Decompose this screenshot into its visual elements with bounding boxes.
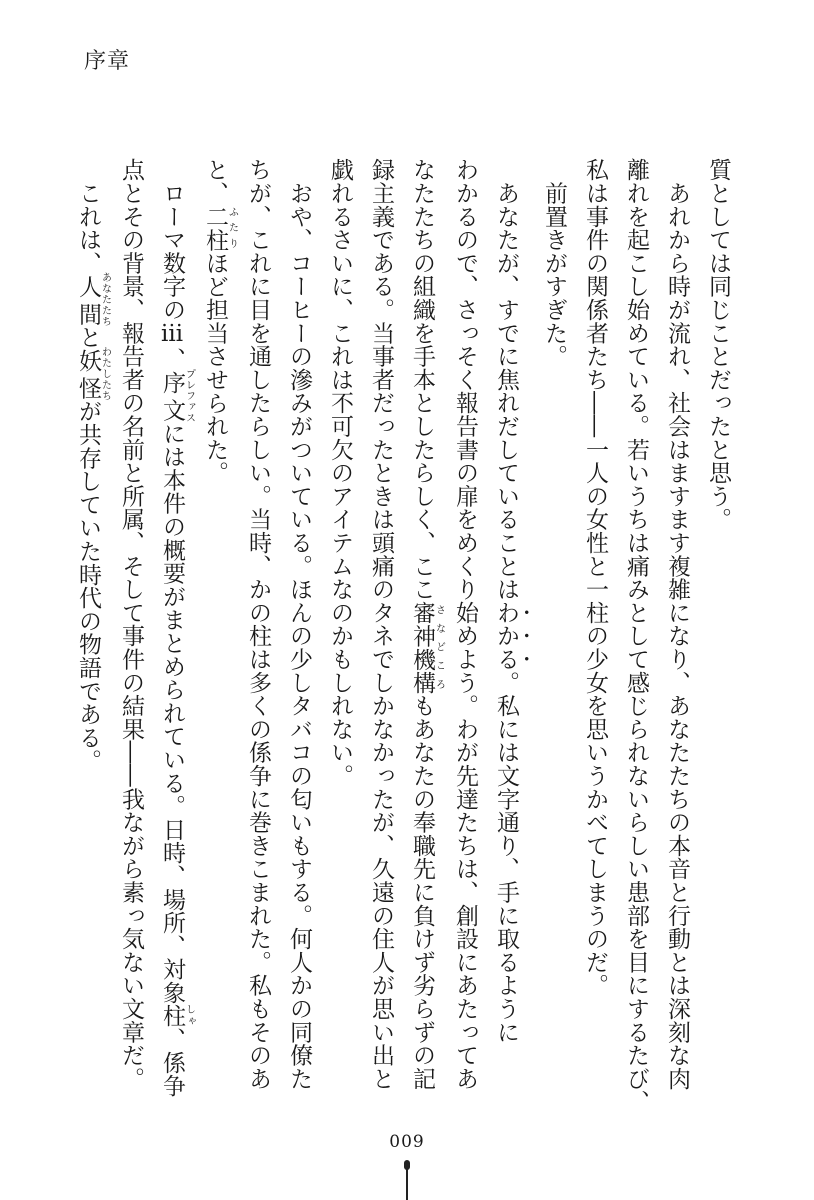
ornament-bar [406, 1168, 408, 1200]
ruby-base: 審神機構 [409, 600, 435, 694]
ruby-word [409, 600, 445, 694]
ruby-base: 人間 [75, 272, 101, 328]
emphasized-text: わかる [493, 600, 519, 671]
text-segment: 戯れるさいに、これは不可欠のアイテムなのかもしれない。 [327, 158, 353, 788]
page-number: 009 [389, 1132, 425, 1152]
ruby-word [75, 346, 111, 402]
ruby-reading: ふたり [226, 204, 238, 252]
text-segment: 私は事件の関係者たち――一人の女性と一柱の少女を思いうかべてしまうのだ。 [582, 158, 608, 997]
text-segment: わかるので、さっそく報告書の扉をめくり始めよう。わが先達たちは、創設にあたってあ [452, 158, 478, 1090]
text-segment: 前置きがすぎた。 [541, 158, 567, 368]
page-ornament [405, 1160, 409, 1200]
text-line [656, 158, 697, 1118]
ruby-reading: さなどころ [433, 600, 445, 694]
ruby-base: 二柱 [202, 204, 228, 252]
ruby-reading: わたしたち [99, 346, 111, 402]
text-line [485, 158, 533, 1118]
text-segment: 、係争 [159, 1027, 185, 1098]
ruby-base: 序文 [159, 368, 185, 424]
text-segment: ほど担当させられた。 [202, 251, 228, 485]
ruby-word [75, 272, 111, 328]
text-segment: ちが、これに目を通したらしい。当時、かの柱は多くの係争に巻きこまれた。私もそのあ [245, 158, 271, 1090]
text-line [194, 158, 237, 1118]
text-line [237, 158, 278, 1118]
body-text [67, 158, 738, 1118]
text-segment: には本件の概要がまとめられている。日時、場所、対象 [159, 421, 185, 1005]
text-segment: おや、コーヒーの滲みがついている。ほんの少しタバコの匂いもする。何人かの同僚た [286, 158, 312, 1090]
text-line [697, 158, 738, 1118]
text-segment: 質としては同じことだったと思う。 [705, 158, 731, 531]
text-segment: と [75, 325, 101, 349]
ruby-word [202, 204, 238, 252]
ruby-word [159, 1004, 195, 1028]
text-segment: 点とその背景、報告者の名前と所属、そして事件の結果――我ながら素っ気ない文章だ。 [118, 158, 144, 1090]
text-segment: あなたが、すでに焦れだしていることは [493, 158, 519, 601]
text-line [533, 158, 574, 1118]
text-line [444, 158, 485, 1118]
text-line [278, 158, 319, 1118]
text-segment: 離れを起こし始めている。若いうちは痛みとして感じられないらしい患部を目にするたび、 [623, 158, 649, 1114]
text-segment: なたたちの組織を手本としたらしく、ここ [409, 158, 435, 601]
text-segment: もあなたの奉職先に負けず劣らずの記 [409, 693, 435, 1091]
text-line [67, 158, 110, 1118]
text-line [110, 158, 151, 1118]
text-segment: ローマ数字のⅲ、 [159, 158, 185, 371]
chapter-title: 序章 [84, 49, 131, 74]
text-line [319, 158, 360, 1118]
text-segment: と、 [202, 158, 228, 205]
text-line [151, 158, 194, 1118]
ruby-reading: プレファス [183, 368, 195, 424]
text-segment: 。私には文字通り、手に取るように [493, 670, 519, 1044]
text-segment: これは、 [75, 158, 101, 275]
ruby-word [159, 368, 195, 424]
text-segment: 録主義である。当事者だったときは頭痛のタネでしかなかったが、久遠の住人が思い出と [368, 158, 394, 1090]
ruby-reading: あなたたち [99, 272, 111, 328]
text-line [615, 158, 656, 1118]
text-line [401, 158, 444, 1118]
ruby-base: 柱 [159, 1004, 185, 1028]
ruby-reading: しゃ [183, 1004, 195, 1028]
text-line [360, 158, 401, 1118]
text-line [574, 158, 615, 1118]
text-segment: あれから時が流れ、社会はますます複雑になり、あなたたちの本音と行動とは深刻な肉 [664, 158, 690, 1090]
ruby-base: 妖怪 [75, 346, 101, 402]
text-segment: が共存していた時代の物語である。 [75, 399, 101, 773]
